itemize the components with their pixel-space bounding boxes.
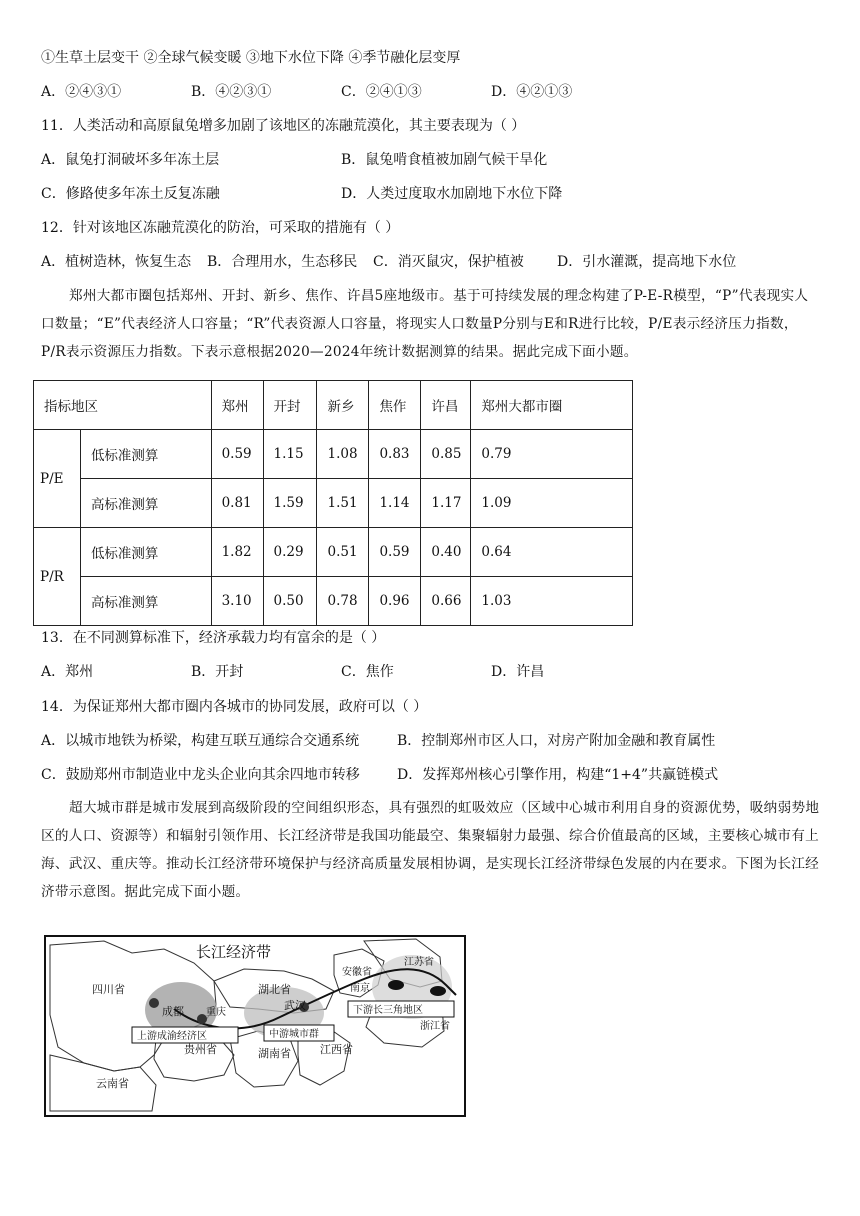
table-cell: 0.85 bbox=[421, 430, 471, 479]
table-cell: 1.14 bbox=[369, 479, 421, 528]
q10-option-a: A．②④③① bbox=[41, 84, 122, 100]
table-cell: 1.59 bbox=[263, 479, 317, 528]
q11-option-a: A．鼠兔打洞破坏多年冻土层 bbox=[41, 152, 220, 168]
label-wuhan: 武汉 bbox=[284, 999, 306, 1012]
label-chengdu: 成都 bbox=[162, 1005, 184, 1018]
table-cell: 0.96 bbox=[369, 577, 421, 626]
label-nanjing: 南京 bbox=[350, 983, 370, 994]
q11-option-d: D．人类过度取水加剧地下水位下降 bbox=[341, 186, 563, 202]
label-hubei: 湖北省 bbox=[258, 983, 291, 996]
table-cell: 0.29 bbox=[263, 528, 317, 577]
label-guizhou: 贵州省 bbox=[184, 1043, 217, 1056]
header-cell: 焦作 bbox=[369, 381, 421, 430]
table-cell: 0.66 bbox=[421, 577, 471, 626]
table-cell: 1.09 bbox=[471, 479, 633, 528]
q10-option-d: D．④②①③ bbox=[491, 84, 573, 100]
passage-yangtze-text: 超大城市群是城市发展到高级阶段的空间组织形态，具有强烈的虹吸效应（区域中心城市利用自身的资源优势，吸纳弱势地区的人口、资源等）和辐射引领作用、长江经济带是我国功能最空、集聚辐射力最强、综合价值最高的区域，主要核心城市有上海、武汉、重庆等。推动长江经济带环境保护与经济高质量发展相协调，是实现长江经济带绿色发展的内在要求。下图为长江经济带示意图。据此完成下面小题。 bbox=[41, 800, 820, 900]
table-cell: 1.03 bbox=[471, 577, 633, 626]
passage-yangtze bbox=[41, 794, 821, 906]
q10-option-b: B．④②③① bbox=[191, 84, 272, 100]
q13-option-c: C．焦作 bbox=[341, 664, 394, 680]
table-cell: 1.17 bbox=[421, 479, 471, 528]
map-title: 长江经济带 bbox=[196, 943, 272, 961]
group-label: P/R bbox=[34, 528, 81, 626]
header-cell: 许昌 bbox=[421, 381, 471, 430]
q11-stem: 11．人类活动和高原鼠兔增多加剧了该地区的冻融荒漠化，其主要表现为（ ） bbox=[41, 118, 526, 134]
table-row bbox=[34, 479, 633, 528]
label-anhui: 安徽省 bbox=[342, 967, 372, 978]
label-hunan: 湖南省 bbox=[258, 1047, 291, 1060]
q11-option-b: B．鼠兔啃食植被加剧气候干旱化 bbox=[341, 152, 548, 168]
table-cell: 1.82 bbox=[211, 528, 263, 577]
table-cell: 0.59 bbox=[211, 430, 263, 479]
header-cell: 开封 bbox=[263, 381, 317, 430]
table-cell: 0.40 bbox=[421, 528, 471, 577]
label-jiangsu: 江苏省 bbox=[404, 957, 434, 968]
table-cell: 0.78 bbox=[317, 577, 369, 626]
label-lower-cluster: 下游长三角地区 bbox=[353, 1005, 423, 1016]
q12-stem: 12．针对该地区冻融荒漠化的防治，可采取的措施有（ ） bbox=[41, 220, 400, 236]
table-cell: 0.51 bbox=[317, 528, 369, 577]
q14-option-d: D．发挥郑州核心引擎作用，构建“1+4”共赢链模式 bbox=[397, 767, 719, 783]
table-row bbox=[34, 430, 633, 479]
q12-option-a: A．植树造林，恢复生态 bbox=[41, 254, 192, 270]
label-zhejiang: 浙江省 bbox=[420, 1021, 450, 1032]
label-jiangxi: 江西省 bbox=[320, 1043, 353, 1056]
q10-option-c: C．②④①③ bbox=[341, 84, 422, 100]
passage-zhengzhou-text: 郑州大都市圈包括郑州、开封、新乡、焦作、许昌5座地级市。基于可持续发展的理念构建了P-E-R模型，“P”代表现实人口数量；“E”代表经济人口容量；“R”代表资源人口容量，将现实人口数量P分别与E和R进行比较，P/E表示经济压力指数，P/R表示资源压力指数。下表示意根据2020—2024年统计数据测算的结果。据此完成下面小题。 bbox=[41, 288, 809, 360]
group-label: P/E bbox=[34, 430, 81, 528]
row-label: 低标准测算 bbox=[80, 528, 211, 577]
table-row bbox=[34, 528, 633, 577]
table-cell: 0.50 bbox=[263, 577, 317, 626]
table-row bbox=[34, 577, 633, 626]
q13-stem: 13．在不同测算标准下，经济承载力均有富余的是（ ） bbox=[41, 630, 386, 646]
row-label: 高标准测算 bbox=[80, 577, 211, 626]
q12-option-c: C．消灭鼠灾，保护植被 bbox=[373, 254, 524, 270]
label-upper-cluster: 上游成渝经济区 bbox=[137, 1031, 207, 1042]
yangtze-economic-belt-map bbox=[44, 935, 466, 1117]
table-cell: 0.83 bbox=[369, 430, 421, 479]
shanghai-dot bbox=[430, 986, 446, 996]
label-sichuan: 四川省 bbox=[92, 983, 125, 996]
table-cell: 0.81 bbox=[211, 479, 263, 528]
chengdu-dot bbox=[149, 998, 159, 1008]
table-cell: 3.10 bbox=[211, 577, 263, 626]
header-cell: 指标地区 bbox=[34, 381, 212, 430]
table-cell: 0.59 bbox=[369, 528, 421, 577]
q14-option-b: B．控制郑州市区人口，对房产附加金融和教育属性 bbox=[397, 733, 716, 749]
row-label: 低标准测算 bbox=[80, 430, 211, 479]
header-cell: 郑州大都市圈 bbox=[471, 381, 633, 430]
q11-option-c: C．修路使多年冻土反复冻融 bbox=[41, 186, 220, 202]
q14-stem: 14．为保证郑州大都市圈内各城市的协同发展，政府可以（ ） bbox=[41, 699, 428, 715]
table-cell: 0.79 bbox=[471, 430, 633, 479]
header-cell: 郑州 bbox=[211, 381, 263, 430]
q13-option-b: B．开封 bbox=[191, 664, 244, 680]
q12-option-d: D．引水灌溉，提高地下水位 bbox=[557, 254, 737, 270]
table-header-row bbox=[34, 381, 633, 430]
q13-option-d: D．许昌 bbox=[491, 664, 545, 680]
q10-items: ①生草土层变干 ②全球气候变暖 ③地下水位下降 ④季节融化层变厚 bbox=[41, 50, 461, 66]
nanjing-dot bbox=[388, 980, 404, 990]
q14-option-a: A．以城市地铁为桥梁，构建互联互通综合交通系统 bbox=[41, 733, 360, 749]
pressure-index-table bbox=[33, 380, 633, 626]
row-label: 高标准测算 bbox=[80, 479, 211, 528]
q14-option-c: C．鼓励郑州市制造业中龙头企业向其余四地市转移 bbox=[41, 767, 360, 783]
header-cell: 新乡 bbox=[317, 381, 369, 430]
table-cell: 1.08 bbox=[317, 430, 369, 479]
table-cell: 0.64 bbox=[471, 528, 633, 577]
q13-option-a: A．郑州 bbox=[41, 664, 94, 680]
label-chongqing: 重庆 bbox=[206, 1007, 226, 1018]
label-middle-cluster: 中游城市群 bbox=[269, 1029, 319, 1040]
label-yunnan: 云南省 bbox=[96, 1077, 129, 1090]
q12-option-b: B．合理用水，生态移民 bbox=[207, 254, 358, 270]
passage-zhengzhou bbox=[41, 282, 821, 366]
table-cell: 1.51 bbox=[317, 479, 369, 528]
table-cell: 1.15 bbox=[263, 430, 317, 479]
